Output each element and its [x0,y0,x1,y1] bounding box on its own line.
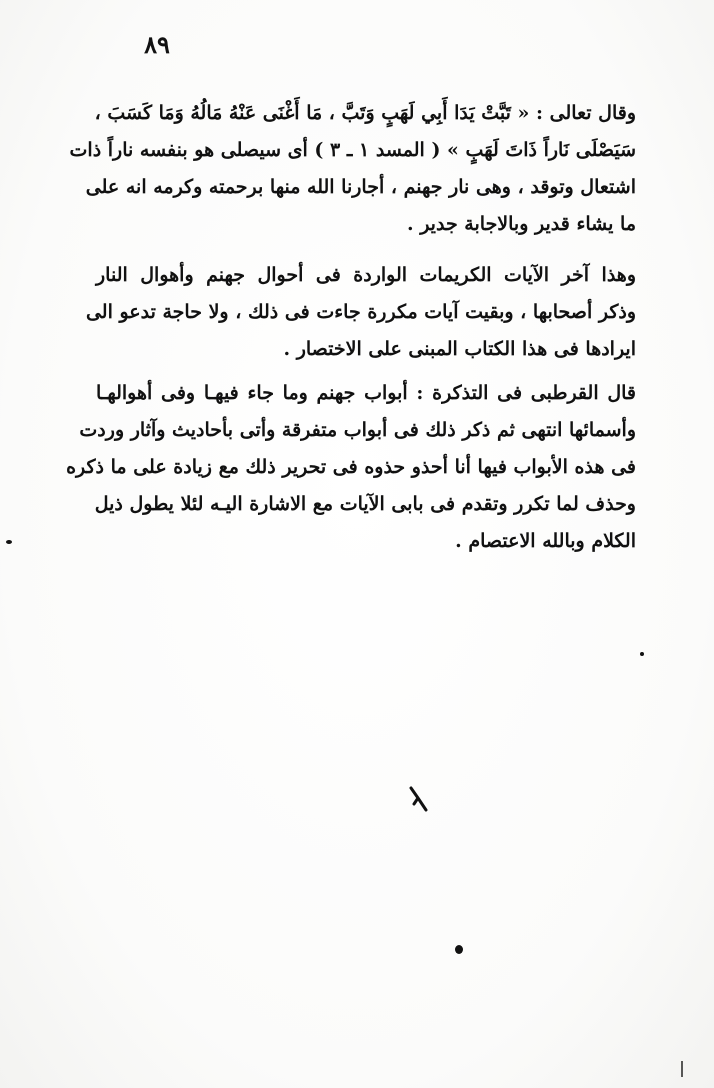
ink-speck [640,652,644,656]
paragraph-line: فى هذه الأبواب فيها أنا أحذو حذوه فى تحرير ذلك مع زيادة على ما ذكره [66,456,636,478]
ink-speck [6,540,12,544]
ink-speck [455,945,463,954]
paragraph-line: وهذا آخر الآيات الكريمات الواردة فى أحوال جهنم وأهوال النار [96,264,636,286]
paragraph-line: ما يشاء قدير وبالاجابة جدير . [406,213,636,235]
paragraph-line: سَيَصْلَى نَاراً ذَاتَ لَهَبٍ » ( المسد ١ ـ ٣ ) أى سيصلى هو بنفسه ناراً ذات [69,139,636,161]
paragraph-line: قال القرطبى فى التذكرة : أبواب جهنم وما جاء فيهـا وفى أهوالهـا [96,382,636,404]
paragraph-line: ايرادها فى هذا الكتاب المبنى على الاختصار . [283,338,636,360]
paragraph-line: وحذف لما تكرر وتقدم فى بابى الآيات مع الاشارة اليـه لئلا يطول ذيل [94,493,636,515]
paragraph-line: اشتعال وتوقد ، وهى نار جهنم ، أجارنا الله منها برحمته وكرمه انه على [85,176,636,198]
paragraph-line: وقال تعالى : « تَبَّتْ يَدَا أَبِي لَهَبٍ وَتَبَّ ، مَا أَغْنَى عَنْهُ مَالُهُ وَمَا كَسَبَ ، [94,102,636,124]
paragraph-line: الكلام وبالله الاعتصام . [455,530,636,552]
page-number: ٨٩ [144,30,170,59]
paragraph-2 [85,257,636,368]
paragraph-line: وأسمائها انتهى ثم ذكر ذلك فى أبواب متفرقة وأتى بأحاديث وآثار وردت [79,419,636,441]
ink-mark [408,786,430,812]
paragraph-line: وذكر أصحابها ، وبقيت آيات مكررة جاءت فى ذلك ، ولا حاجة تدعو الى [85,301,636,323]
paragraph-1 [69,95,636,243]
paragraph-3 [66,375,636,560]
edge-mark [680,1060,684,1078]
